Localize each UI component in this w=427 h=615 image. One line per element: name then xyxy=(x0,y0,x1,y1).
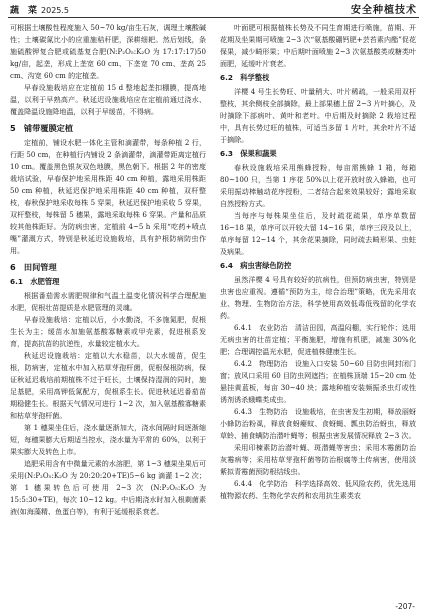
header-rule xyxy=(8,17,419,18)
journal-issue: 2025.5 xyxy=(41,6,70,15)
subsection-heading: 6.4 病虫害绿色防控 xyxy=(220,261,292,270)
subsection-heading: 6.2 科学整枝 xyxy=(220,73,270,82)
column-title: 安全种植技术 xyxy=(351,5,417,16)
page-number: -207- xyxy=(395,602,415,611)
left-column xyxy=(10,22,206,518)
paragraph: 可根据土壤酸性程度施入 50~70 kg/亩生石灰，调理土壤酸碱性；土壤碳氮比小的应重施秸秆肥，深耕细耙。然后划线，条施硫酸钾复合肥或硫基复合肥(N:P₂O₅:K₂O 为 17:17:17)50 kg/亩，起垄，形成上垄宽 60 cm、下垄宽 70 cm、垄高 25 cm、沟宽 60 cm 的定植垄。 xyxy=(10,23,206,80)
section-heading: 6 田间管理 xyxy=(10,262,57,272)
journal-title: 蔬 菜 xyxy=(10,6,38,16)
paragraph: 秋延迟设施栽培：定植以大水稳苗，以大水缓苗，促生根，防病害，定植水中加入枯草芽孢杆菌，促根保根防病，保证秋延迟栽培前期植株不过于旺长，土壤保持湿润的同时，施足基肥，采用高钾低氮配方，促根系生长。促进秋延迟番茄苗期稳健生长。根据天气情况可进行 1~2 次，加入氨基酸寡糖素和枯草芽孢杆菌。 xyxy=(10,351,206,420)
right-column xyxy=(220,22,416,502)
paragraph: 早春设施栽培应在定植前 15 d 整地起垄扣棚膜，提高地温，以利于早熟高产。秋延迟设施栽培应在定植前通过浇水、覆盖降温设施降地温，以利于早缓苗，不得病。 xyxy=(10,83,206,116)
page-header xyxy=(0,0,427,18)
section-heading: 5 铺带覆膜定植 xyxy=(10,123,74,133)
paragraph: 6.4.3 生物防治 设施栽培，在虫害发生初期，释放丽蚜小蜂防治粉虱，释放食蚜瘿蚊、食蚜蝇、瓢虫防治蚜虫，释放草蛉、捕食螨防治潜叶蝇等；根据虫害发展情况释放 2~3 次。 xyxy=(220,407,416,440)
paragraph: 6.4.4 化学防治 科学选择高效、低风险农药，优先选用植物源农药、生物化学农药和农用抗生素类农 xyxy=(220,479,416,500)
paragraph: 6.4.1 农业防治 清洁田园，高温闷棚，实行轮作；选用无病虫害的壮苗定植；平衡施肥，增施有机肥，减施 30%化肥；合理调控温光水肥，促进植株健康生长。 xyxy=(220,323,416,356)
paragraph: 叶面肥可根据植株长势及不同生育期进行喷施，苗期、开花期及坐果期可喷施 2~3 次“氨基酸硼钙肥+芸苔素内酯”促花保果，减少畸形果；中后期叶面喷施 2~3 次氨基酸类或糖类叶面肥，延缓叶片衰老。 xyxy=(220,23,416,68)
paragraph: 春秋设施栽培采用熊蜂授粉，每亩需熊蜂 1 箱，每箱 80~100 只，当第 1 序花 50%以上花开放时放入蜂箱，也可采用振动棒触动花序授粉，二者结合起来效果较好；露地采取自然授粉方式。 xyxy=(220,163,416,208)
paragraph: 当每序与每株果坐住后，及时疏花疏果，单序单数留 16~18 果，单序可以开较大留 14~16 果，单序三段及以上，单序每留 12~14 个，其余花果摘除，同时疏去畸形果、虫蛀及病果。 xyxy=(220,211,416,256)
paragraph: 定植前，铺设水肥一体化主管和滴灌带，每条种植 2 行，行距 50 cm，在种植行内铺设 2 条滴灌带，滴灌带距离定植行 10 cm。覆盖黑色银灰双色地膜，黑色朝下。根据 2 年的密度栽培试验，早春保护地采用株距 40 cm 种植，露地采用株距 50 cm 种植，秋延迟保护地采用株距 40 cm 种植，双杆整枝，春秋保护地采收每株 5 穿果，秋延迟保护地采收 5 穿果，双杆整枝，每株留 5 穗果，露地采取每株 6 穿果。产量和品质较其他株距好。为防病虫害，定植前 4~5 h 采用“吃药+喷点嘴”灌溉方式，特别是秋延迟设施栽培，具有护根防病防虫作用。 xyxy=(10,138,206,255)
paragraph: 追肥采用含有中微量元素的水溶肥，第 1~3 穗果坐果后可采用(N:P₂O₅:K₂O 为 20:20:20+TE)5~6 kg 滴灌 1~2 次；第 1 穗果转色后可使用 2~3 次 (N:P₂O₅:K₂O 为 15:5:30+TE)，每次 10~12 kg。中后期浇水时加入根剩菌素液(如海藻精、鱼蛋白等)，有利于延缓根系衰老。 xyxy=(10,459,206,516)
subsection-heading: 6.1 水肥管理 xyxy=(10,277,60,286)
paragraph: 第 1 穗果坐住后，浇水量逐渐加大，浇水间隔时间逐渐缩短，每穗果膨大后期适当控水，浇水量为平常的 60%，以利于果实膨大及转色上市。 xyxy=(10,423,206,456)
paragraph: 6.4.2 物理防治 设施入口安装 50~60 目防虫网封闭门窗；放风口采用 60 目防虫网遮挡；在植株顶端 15~20 cm 处悬挂黄蓝板，每亩 30~40 块；露地种植安装频振杀虫灯或性诱剂诱杀蛾蝶类成虫。 xyxy=(220,359,416,404)
paragraph: 洋樱 4 号生长势旺、叶量稍大、叶片稀疏，一般采用双杆整枝，其余侧枝全部摘除，最上部果穗上留 2~3 片叶摘心，及时摘除下部病叶、黄叶和老叶。中后期及时摘除 2 栽培过程中，具有长势过旺的植株，可适当多留 1 片叶，其余叶片不适于摘除。 xyxy=(220,87,416,144)
paragraph: 虽然洋樱 4 号具有较好的抗病性，但预防病虫害，特别是虫害也应重视。遵循“预防为主，综合治理”策略，优先采用农业、物理、生物防治方法，科学使用高效低毒低残留的化学农药。 xyxy=(220,275,416,320)
paragraph: 采用印楝素防治潜叶蝇、斑潜蝇等害虫；采用木霉菌防治灰霉病等；采用枯草芽孢杆菌等防治根腐等土传病害，使用淡紫拟青霉菌预防根结线虫。 xyxy=(220,443,416,476)
paragraph: 早春设施栽培：定植以后，小水勤浇，不多施氮肥，促根生长为主；缓苗水加施氨基酸寡糖素或甲壳素，促进根系发育，提高抗苗的抗逆性，水量较定植水大。 xyxy=(10,315,206,348)
journal-name xyxy=(10,3,69,16)
subsection-heading: 6.3 保果和蔬果 xyxy=(220,149,277,158)
paragraph: 根据番茄需水需肥规律和气温土温变化情况科学合理配施水肥，促根壮苗提质是水肥管理的灵魂。 xyxy=(10,291,206,312)
